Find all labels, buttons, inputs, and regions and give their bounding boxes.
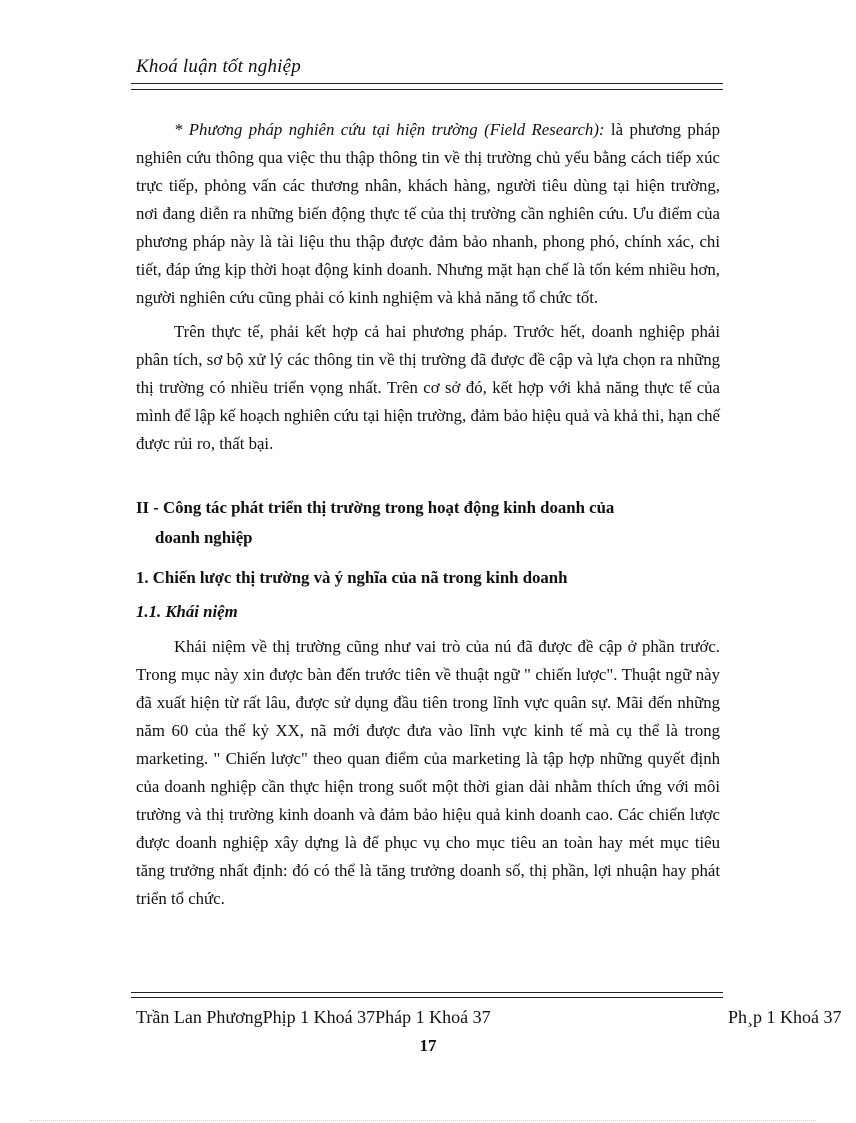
subheading: 1. Chiến lược thị trường và ý nghĩa của nã trong kinh doanh — [136, 568, 568, 587]
paragraph-combination: Trên thực tế, phải kết hợp cả hai phương pháp. Trước hết, doanh nghiệp phải phân tích, sơ bộ xử lý các thông tin về thị trường đã được đề cập và lựa chọn ra những thị trường có nhiều triển vọng nhất. Trên cơ sở đó, kết hợp với khả năng thực tế của mình để lập kế hoạch nghiên cứu tại hiện trường, đảm bảo hiệu quả và khả thi, hạn chế được rủi ro, thất bại. — [136, 322, 720, 453]
page-bottom-border — [30, 1120, 816, 1121]
paragraph-lead: * Phương pháp nghiên cứu tại hiện trường (Field Research): — [174, 120, 605, 139]
footer-class: Ph¸p 1 Khoá 37 — [728, 1007, 842, 1027]
subsubheading: 1.1. Khái niệm — [136, 602, 238, 621]
paragraph-field-research — [136, 116, 720, 312]
section-heading-line1: II - Công tác phát triển thị trường trong hoạt động kinh doanh của — [136, 498, 615, 517]
paragraph-concept: Khái niệm về thị trường cũng như vai trò của nú đã được đề cập ở phần trước. Trong mục này xin được bàn đến trước tiên về thuật ngữ " chiến lược". Thuật ngữ này đã xuất hiện từ rất lâu, được sử dụng đầu tiên trong lĩnh vực quân sự. Mãi đến những năm 60 của thế kỷ XX, nã mới được đưa vào lĩnh vực kinh tế mà cụ thể là trong marketing. " Chiến lược" theo quan điểm của marketing là tập hợp những quyết định của doanh nghiệp cần thực hiện trong suốt một thời gian dài nhằm thích ứng với môi trường và thị trường kinh doanh và đảm bảo hiệu quả kinh doanh cao. Các chiến lược được doanh nghiệp xây dựng là để phục vụ cho mục tiêu an toàn hay mét mục tiêu tăng trưởng nhất định: đó có thể là tăng trưởng doanh số, thị phần, lợi nhuận hay phát triển tổ chức. — [136, 637, 720, 908]
paragraph-body: là phương pháp nghiên cứu thông qua việc thu thập thông tin về thị trường chủ yếu bằng cách tiếp xúc trực tiếp, phỏng vấn các thương nhân, khách hàng, người tiêu dùng tại hiện trường, nơi đang diễn ra những biến động thực tế của thị trường cần nghiên cứu. Ưu điểm của phương pháp này là tài liệu thu thập được đảm bảo nhanh, phong phó, chính xác, chi tiết, đáp ứng kịp thời hoạt động kinh doanh. Nhưng mặt hạn chế là tốn kém nhiều hơn, người nghiên cứu cũng phải có kinh nghiệm và khả năng tổ chức tốt. — [136, 120, 721, 307]
section-heading — [136, 493, 720, 553]
body-text-upper — [136, 116, 720, 458]
footer-author: Trần Lan PhươngPhịp 1 Khoá 37Pháp 1 Khoá 37 — [136, 1007, 491, 1027]
body-text-lower — [136, 633, 720, 913]
page-number: 17 — [419, 1036, 437, 1055]
footer-divider — [131, 992, 723, 998]
header-divider — [131, 83, 723, 90]
header-title: Khoá luận tốt nghiệp — [136, 56, 301, 77]
section-heading-line2: doanh nghiệp — [155, 528, 253, 547]
